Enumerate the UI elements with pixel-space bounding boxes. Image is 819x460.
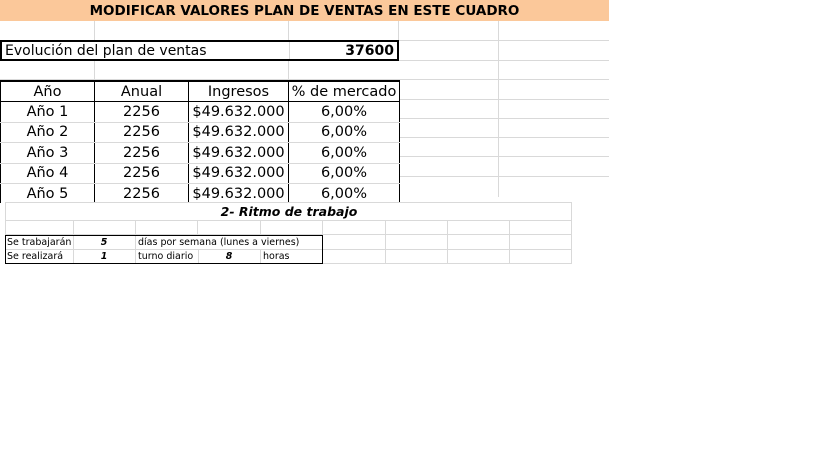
row-year: Año 1	[1, 102, 95, 122]
header-ano: Año	[1, 81, 95, 102]
cell-divider	[289, 42, 290, 59]
grid-line	[135, 220, 136, 235]
header-ingresos: Ingresos	[189, 81, 289, 102]
row-anual[interactable]: 2256	[95, 143, 189, 163]
grid-line	[509, 220, 510, 264]
table-row	[1, 143, 400, 163]
table-row	[1, 163, 400, 183]
row-year: Año 5	[1, 183, 95, 203]
grid-line	[288, 21, 289, 40]
grid-line	[94, 21, 95, 40]
row-ingresos[interactable]: $49.632.000	[189, 183, 289, 203]
grid-line	[94, 61, 95, 80]
table-row	[1, 183, 400, 203]
table-header-row	[1, 81, 400, 102]
grid-line	[322, 220, 323, 235]
ritmo-box	[5, 235, 323, 264]
ritmo-title: 2- Ritmo de trabajo	[220, 204, 358, 219]
grid-line	[385, 220, 386, 264]
ritmo-row2-label: Se realizará	[7, 251, 64, 262]
grid-line	[447, 220, 448, 264]
grid-line	[135, 236, 136, 263]
grid-line	[197, 220, 198, 235]
table-row	[1, 122, 400, 142]
grid-line	[399, 137, 609, 138]
row-ingresos[interactable]: $49.632.000	[189, 163, 289, 183]
evolucion-label: Evolución del plan de ventas	[5, 43, 207, 59]
row-ingresos[interactable]: $49.632.000	[189, 122, 289, 142]
banner-title: MODIFICAR VALORES PLAN DE VENTAS EN ESTE CUADRO	[0, 0, 609, 21]
row-mercado[interactable]: 6,00%	[289, 122, 400, 142]
row-ingresos[interactable]: $49.632.000	[189, 143, 289, 163]
grid-line	[399, 156, 609, 157]
grid-line	[260, 250, 261, 263]
evolucion-value[interactable]: 37600	[345, 43, 394, 59]
grid-line	[260, 220, 261, 235]
row-ingresos[interactable]: $49.632.000	[189, 102, 289, 122]
ritmo-row2-hours[interactable]: 8	[225, 251, 233, 262]
grid-line	[398, 21, 399, 40]
grid-line	[399, 118, 609, 119]
grid-line	[399, 99, 609, 100]
table-row	[1, 102, 400, 122]
ritmo-row2-text: turno diario	[138, 251, 194, 262]
header-anual: Anual	[95, 81, 189, 102]
row-anual[interactable]: 2256	[95, 163, 189, 183]
row-mercado[interactable]: 6,00%	[289, 183, 400, 203]
ritmo-row2-value[interactable]: 1	[100, 251, 108, 262]
row-anual[interactable]: 2256	[95, 183, 189, 203]
ritmo-row1-value[interactable]: 5	[100, 237, 108, 248]
row-anual[interactable]: 2256	[95, 102, 189, 122]
row-year: Año 4	[1, 163, 95, 183]
ritmo-row1-label: Se trabajarán	[7, 237, 72, 248]
grid-line	[399, 176, 609, 177]
evolucion-row	[0, 40, 399, 61]
grid-line	[498, 21, 499, 197]
row-year: Año 2	[1, 122, 95, 142]
grid-line	[288, 61, 289, 80]
header-mercado: % de mercado	[289, 81, 400, 102]
row-anual[interactable]: 2256	[95, 122, 189, 142]
row-mercado[interactable]: 6,00%	[289, 143, 400, 163]
row-year: Año 3	[1, 143, 95, 163]
row-mercado[interactable]: 6,00%	[289, 163, 400, 183]
row-mercado[interactable]: 6,00%	[289, 102, 400, 122]
ritmo-row2-unit: horas	[263, 251, 290, 262]
sales-plan-table	[0, 80, 400, 203]
grid-line	[73, 220, 74, 235]
ritmo-row1-text: días por semana (lunes a viernes)	[138, 237, 300, 248]
